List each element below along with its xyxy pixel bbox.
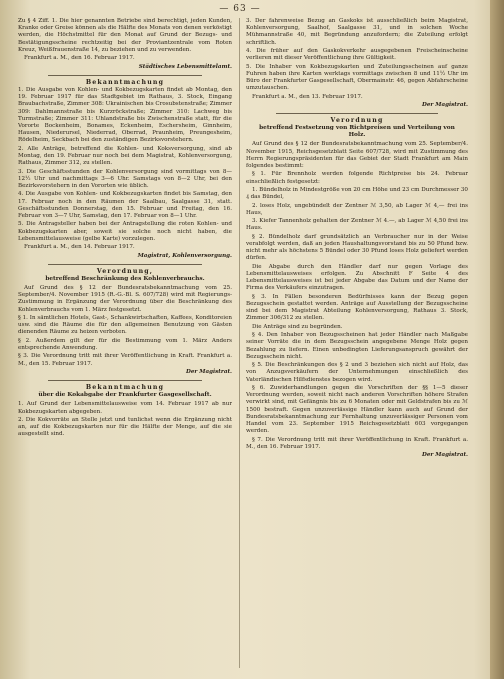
bekanntmachung-kokabgabe-title: Bekanntmachung: [85, 384, 165, 392]
section-divider: [48, 380, 202, 381]
kohlenverbrauch-paragraph: § 2. Außerdem gilt der für die Bestimmung vom 1. März Anders entsprechende Anwendung.: [18, 337, 232, 351]
kokabgabe-paragraph: 1. Auf Grund der Lebensmittelausweise vom 14. Februar 1917 ab nur Kokbezugskarten abgegeben.: [18, 401, 232, 415]
signature-magistrat: Der Magistrat.: [186, 368, 232, 375]
column-divider: [239, 18, 240, 668]
holz-price-item: 1. Bündelholz in Mindestgröße von 20 cm Höhe und 23 cm Durchmesser 30 ₰ das Bündel,: [246, 186, 468, 201]
holz-paragraph: § 7. Die Verordnung tritt mit ihrer Veröffentlichung in Kraft. Frankfurt a. M., den 16. Februar 1917.: [246, 436, 468, 450]
signature-kohlenversorgung: Magistrat, Kohlenversorgung.: [137, 252, 232, 259]
verordnung-kohlenverbrauch-subtitle: betreffend Beschränkung des Kohlenverbrauchs.: [45, 276, 205, 282]
left-column: [18, 18, 232, 668]
kohlenkarten-paragraph: 3. Die Geschäftsstunden der Kohlenversorgung sind vormittags von 8—12½ Uhr und nachmittags 3—6 Uhr. Samstags von 8—2 Uhr, bei den Bezirksvorstehern in den Vororten wie üblich.: [18, 168, 232, 190]
verordnung-holz-subtitle: betreffend Festsetzung von Richtpreisen und Verteilung von Holz.: [259, 125, 455, 139]
verordnung-holz-title: Verordnung: [330, 117, 384, 125]
kohlenkarten-paragraph: 4. Die Ausgabe von Kohlen- und Kokbezugskarten findet bis Samstag, den 17. Februar noch in den Räumen der Saalbau, Saalgasse 31, statt. Geschäftsstunden Donnerstag, den 15. Februar und Freitag, den 16. Februar von 3—7 Uhr, Samstag, den 17. Februar von 8—1 Uhr.: [18, 191, 232, 220]
holz-price-item: 2. loses Holz, ungebündelt der Zentner ℳ 3,50, ab Lager ℳ 4,— frei ins Haus,: [246, 202, 468, 216]
holz-paragraph: § 5. Die Beschränkungen des § 2 und 3 beziehen sich nicht auf Holz, das von Anzugsverkäufern der Unternehmungen einschließlich des Vaterländischen Hilfsdienstes bezogen wird.: [246, 362, 468, 383]
holz-paragraph: § 1. Für Brennholz werden folgende Richtpreise bis 24. Februar einschließlich festgesetzt:: [246, 171, 468, 185]
page-number: — 63 —: [219, 4, 261, 14]
holz-paragraph: § 6. Zuwiderhandlungen gegen die Vorschriften der §§ 1—5 dieser Verordnung werden, soweit nicht nach anderen Vorschriften höhere Strafen verwirkt sind, mit Gefängnis bis zu 6 Monaten oder mit Geldstrafen bis zu ℳ 1500 bestraft. Gegen unzuverlässige Händler kann auch auf Grund der Bundesratsbekanntmachung zur Fernhaltung unzuverlässiger Personen vom Handel vom 23. September 1915 Reichsgesetzblatt 603 vorgegangen werden.: [246, 384, 468, 435]
kohlenverbrauch-paragraph: § 3. Die Verordnung tritt mit ihrer Veröffentlichung in Kraft. Frankfurt a. M., den 15. Februar 1917.: [18, 353, 232, 367]
holz-paragraph: § 4. Den Inhaber von Bezugsscheinen hat jeder Händler nach Maßgabe seiner Vorräte die in dem Bezugsschein angegebene Menge Holz gegen Bezahlung zu liefern. Einen unbedingten Lieferungsanspruch gewährt der Bezugsschein nicht.: [246, 332, 468, 360]
section-divider: [48, 75, 202, 76]
kokabgabe-date: Frankfurt a. M., den 13. Februar 1917.: [252, 93, 363, 100]
kohlenverbrauch-paragraph: Auf Grund des § 12 der Bundesratsbekanntmachung vom 25. September/4. November 1915 (R.-G.-Bl. S. 607/728) wird mit Regierungs-Zustimmung in Ergänzung der Verordnung über die Beschränkung des Kohlenverbrauchs vom 1. März festgesetzt.: [18, 285, 232, 313]
kohlenkarten-paragraph: 5. Die Antragsteller haben bei der Antragstellung die roten Kohlen- und Kokbezugskarten aber, soweit sie solche noch nicht haben, die Lebensmittelausweise (gelbe Karte) vorzulegen.: [18, 221, 232, 242]
holz-paragraph: § 2. Bündelholz darf grundsätzlich an Verbraucher nur in der Weise verabfolgt werden, daß an jeden Haushaltungsvorstand bis zu 50 Pfund bzw. nicht mehr als höchstens 5 Bündel oder 30 Pfund loses Holz geliefert werden dürfen.: [246, 233, 468, 262]
holz-paragraph: Die Anträge sind zu begründen.: [252, 323, 343, 330]
kokabgabe-continued-paragraph: 5. Die Inhaber von Kokbezugskarten und Zuteilungsscheinen auf ganze Fuhren haben ihre Karten werktags vormittags zwischen 8 und 11½ Uhr im Büro der Frankfurter Gasgesellschaft, Obermainstr. 46, gegen Abfahrscheine umzutauschen.: [246, 63, 468, 92]
holz-paragraph: § 3. In Fällen besonderen Bedürfnisses kann der Bezug gegen Bezugsschein gestattet werden. Anträge auf Ausstellung der Bezugsscheine sind bei dem Magistrat Abteilung Kohlenversorgung, Rathaus 3. Stock, Zimmer 306/312 zu stellen.: [246, 293, 468, 322]
kokabgabe-continued-paragraph: 3. Der fahrenweise Bezug an Gaskoks ist ausschließlich beim Magistrat, Kohlenversorgung, Saalhof, Saalgasse 31, und in solchen Woche Mühmannstraße 40, mit Begründung anzufordern; die Zuteilung erfolgt schriftlich.: [246, 18, 468, 46]
left-intro-paragraph: Zu § 4 Ziff. 1. Die hier genannten Betriebe sind berechtigt, jeden Kunden, Kranke oder Greise können als die Hälfte des Monats von denen verköstigt werden, die Höchstmittel für den Monat auf Grund der Bezugs- und Bestätigungsscheine rechtzeitig bei der Proviantzentrale vom Roten Kreuz, Weißfrauenstraße 14, zu beziehen und zu verwenden.: [18, 18, 232, 53]
verordnung-kohlenverbrauch-title: Verordnung,: [96, 267, 154, 275]
left-intro-date: Frankfurt a. M., den 16. Februar 1917.: [24, 55, 135, 62]
signature-magistrat: Der Magistrat.: [422, 101, 468, 108]
kokabgabe-continued-paragraph: 4. Die früher auf den Gaskokverkehr ausgegebenen Freischeinscheine verlieren mit dieser Veröffentlichung ihre Gültigkeit.: [246, 48, 468, 62]
holz-price-item: 3. Kiefer Tannenholz gehalten der Zentner ℳ 4.—, ab Lager ℳ 4,50 frei ins Haus.: [246, 218, 468, 232]
kohlenkarten-paragraph: 2. Alle Anträge, betreffend die Kohlen- und Koksversorgung, sind ab Montag, den 19. Februar nur noch bei dem Magistrat, Kohlenversorgung, Rathaus, Zimmer 312, zu stellen.: [18, 145, 232, 167]
kohlenkarten-date: Frankfurt a. M., den 14. Februar 1917.: [24, 244, 135, 251]
section-divider: [276, 113, 438, 114]
holz-paragraph: Die Abgabe durch den Händler darf nur gegen Vorlage des Lebensmittelausweises erfolgen. Zu Abschnitt F Seite 4 des Lebensmittelausweises ist bei jeder Abgabe das Datum und der Name der Firma des Verkäufers einzutragen.: [246, 263, 468, 292]
signature-magistrat: Der Magistrat.: [422, 452, 468, 459]
page-edge: [490, 0, 504, 679]
signature-lebensmittelamt: Städtisches Lebensmittelamt.: [138, 63, 232, 70]
kohlenkarten-paragraph: 1. Die Ausgabe von Kohlen- und Kokbezugskarten findet ab Montag, den 19. Februar 1917 für das Stadtgebiet im Rathaus, 3. Stock, Eingang Braubachstraße, Zimmer 308: Ukrainischen bis Crosubstenstraße; Zimmer 309: Dahlmannstraße bis Kurzröckstraße; Zimmer 310: Lachweg bis Turmstraße; Zimmer 311: Uhlandstraße bis Zwischenstraße statt, für die Vororte Bockenheim, Bonames, Eckenheim, Eschersheim, Ginnheim, Hausen, Niederursel, Niederrad, Oberrad, Praunheim, Preungesheim, Rödelheim, Seckbach bei den zuständigen Bezirksvorstehern.: [18, 87, 232, 144]
kohlenverbrauch-paragraph: § 1. In sämtlichen Hotels, Gast-, Schankwirtschaften, Kaffees, Konditoreien usw. sind die Räume die für den allgemeinen Benutzung von Gästen dienenden Räume zu heizen verboten.: [18, 315, 232, 336]
holz-paragraph: Auf Grund des § 12 der Bundesratsbekanntmachung vom 25. September/4. November 1915, Reichsgesetzblatt Seite 607/728, wird mit Zustimmung des Herrn Regierungspräsidenten für das Gebiet der Stadt Frankfurt am Main folgendes bestimmt:: [246, 141, 468, 169]
right-column: [246, 18, 468, 668]
bekanntmachung-kokabgabe-subtitle: über die Kokabgabe der Frankfurter Gasgesellschaft.: [38, 392, 212, 399]
bekanntmachung-kohlenkarten-title: Bekanntmachung: [85, 78, 165, 86]
kokabgabe-paragraph: 2. Die Kokvorräte an Stelle jetzt und tunlichst wenn die Ergänzung nicht an, auf die Kokbezugskarten nur für die Hälfte der Menge, auf die sie ausgestellt sind.: [18, 416, 232, 438]
section-divider: [48, 264, 202, 265]
